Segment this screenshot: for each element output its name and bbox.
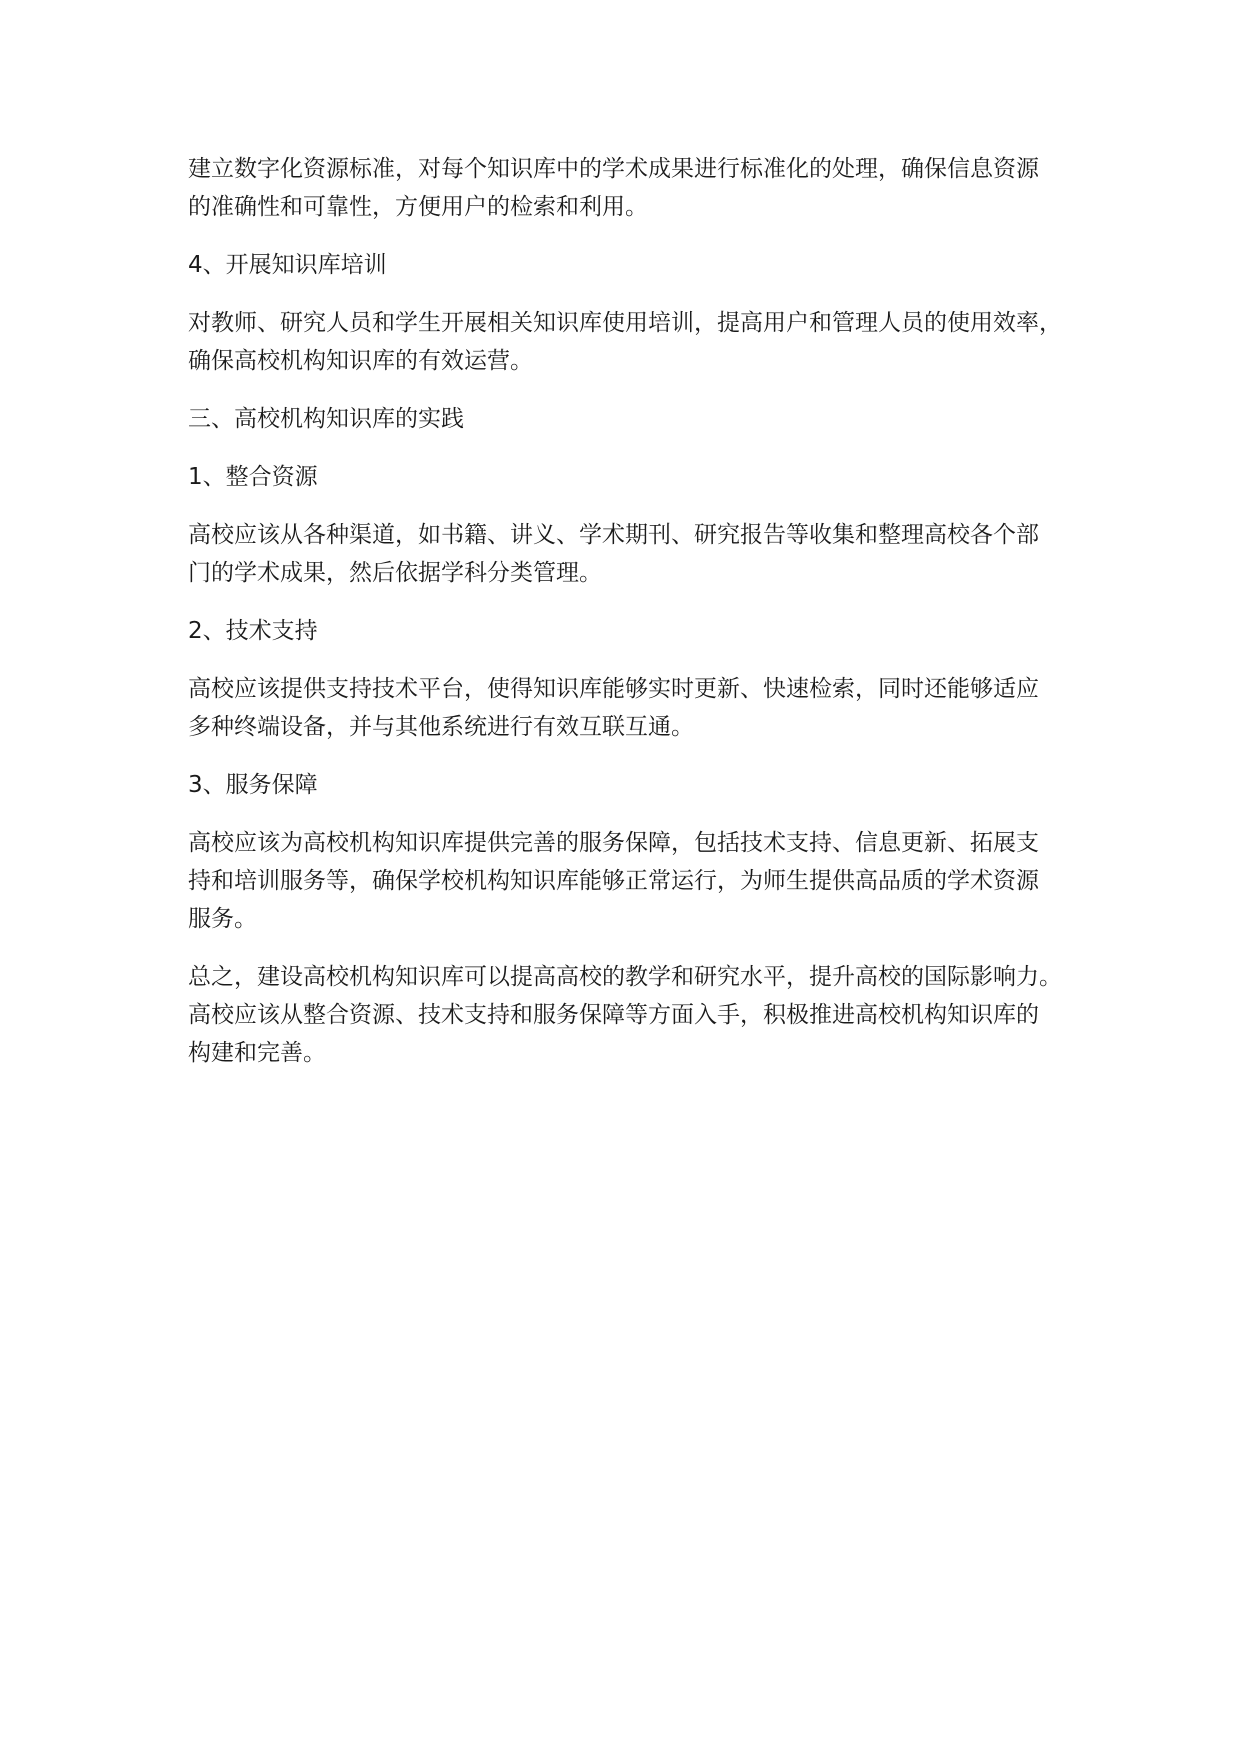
text-line: 持和培训服务等，确保学校机构知识库能够正常运行，为师生提供高品质的学术资源	[188, 868, 1039, 894]
heading-practice	[188, 400, 1088, 438]
heading-text: 2、技术支持	[188, 618, 318, 644]
paragraph-tech-support	[188, 670, 1088, 746]
heading-text: 1、整合资源	[188, 464, 318, 490]
text-line: 高校应该提供支持技术平台，使得知识库能够实时更新、快速检索，同时还能够适应	[188, 676, 1039, 702]
heading-text: 三、高校机构知识库的实践	[188, 406, 464, 432]
text-line: 对教师、研究人员和学生开展相关知识库使用培训，提高用户和管理人员的使用效率，	[188, 310, 1062, 336]
heading-training	[188, 246, 1088, 284]
document-body	[188, 150, 1088, 1072]
text-line: 服务。	[188, 906, 257, 932]
text-line: 多种终端设备，并与其他系统进行有效互联互通。	[188, 714, 694, 740]
heading-service-guarantee	[188, 766, 1088, 804]
heading-text: 4、开展知识库培训	[188, 252, 387, 278]
paragraph-resource-standard	[188, 150, 1088, 226]
text-line: 确保高校机构知识库的有效运营。	[188, 348, 533, 374]
text-line: 构建和完善。	[188, 1040, 326, 1066]
text-line: 高校应该从整合资源、技术支持和服务保障等方面入手，积极推进高校机构知识库的	[188, 1002, 1039, 1028]
text-line: 的准确性和可靠性，方便用户的检索和利用。	[188, 194, 648, 220]
text-line: 高校应该从各种渠道，如书籍、讲义、学术期刊、研究报告等收集和整理高校各个部	[188, 522, 1039, 548]
text-line: 门的学术成果，然后依据学科分类管理。	[188, 560, 602, 586]
heading-text: 3、服务保障	[188, 772, 318, 798]
paragraph-conclusion	[188, 958, 1088, 1072]
paragraph-integrate-resources	[188, 516, 1088, 592]
heading-integrate-resources	[188, 458, 1088, 496]
paragraph-service-guarantee	[188, 824, 1088, 938]
paragraph-training	[188, 304, 1088, 380]
heading-tech-support	[188, 612, 1088, 650]
text-line: 总之，建设高校机构知识库可以提高高校的教学和研究水平，提升高校的国际影响力。	[188, 964, 1062, 990]
text-line: 高校应该为高校机构知识库提供完善的服务保障，包括技术支持、信息更新、拓展支	[188, 830, 1039, 856]
text-line: 建立数字化资源标准，对每个知识库中的学术成果进行标准化的处理，确保信息资源	[188, 156, 1039, 182]
